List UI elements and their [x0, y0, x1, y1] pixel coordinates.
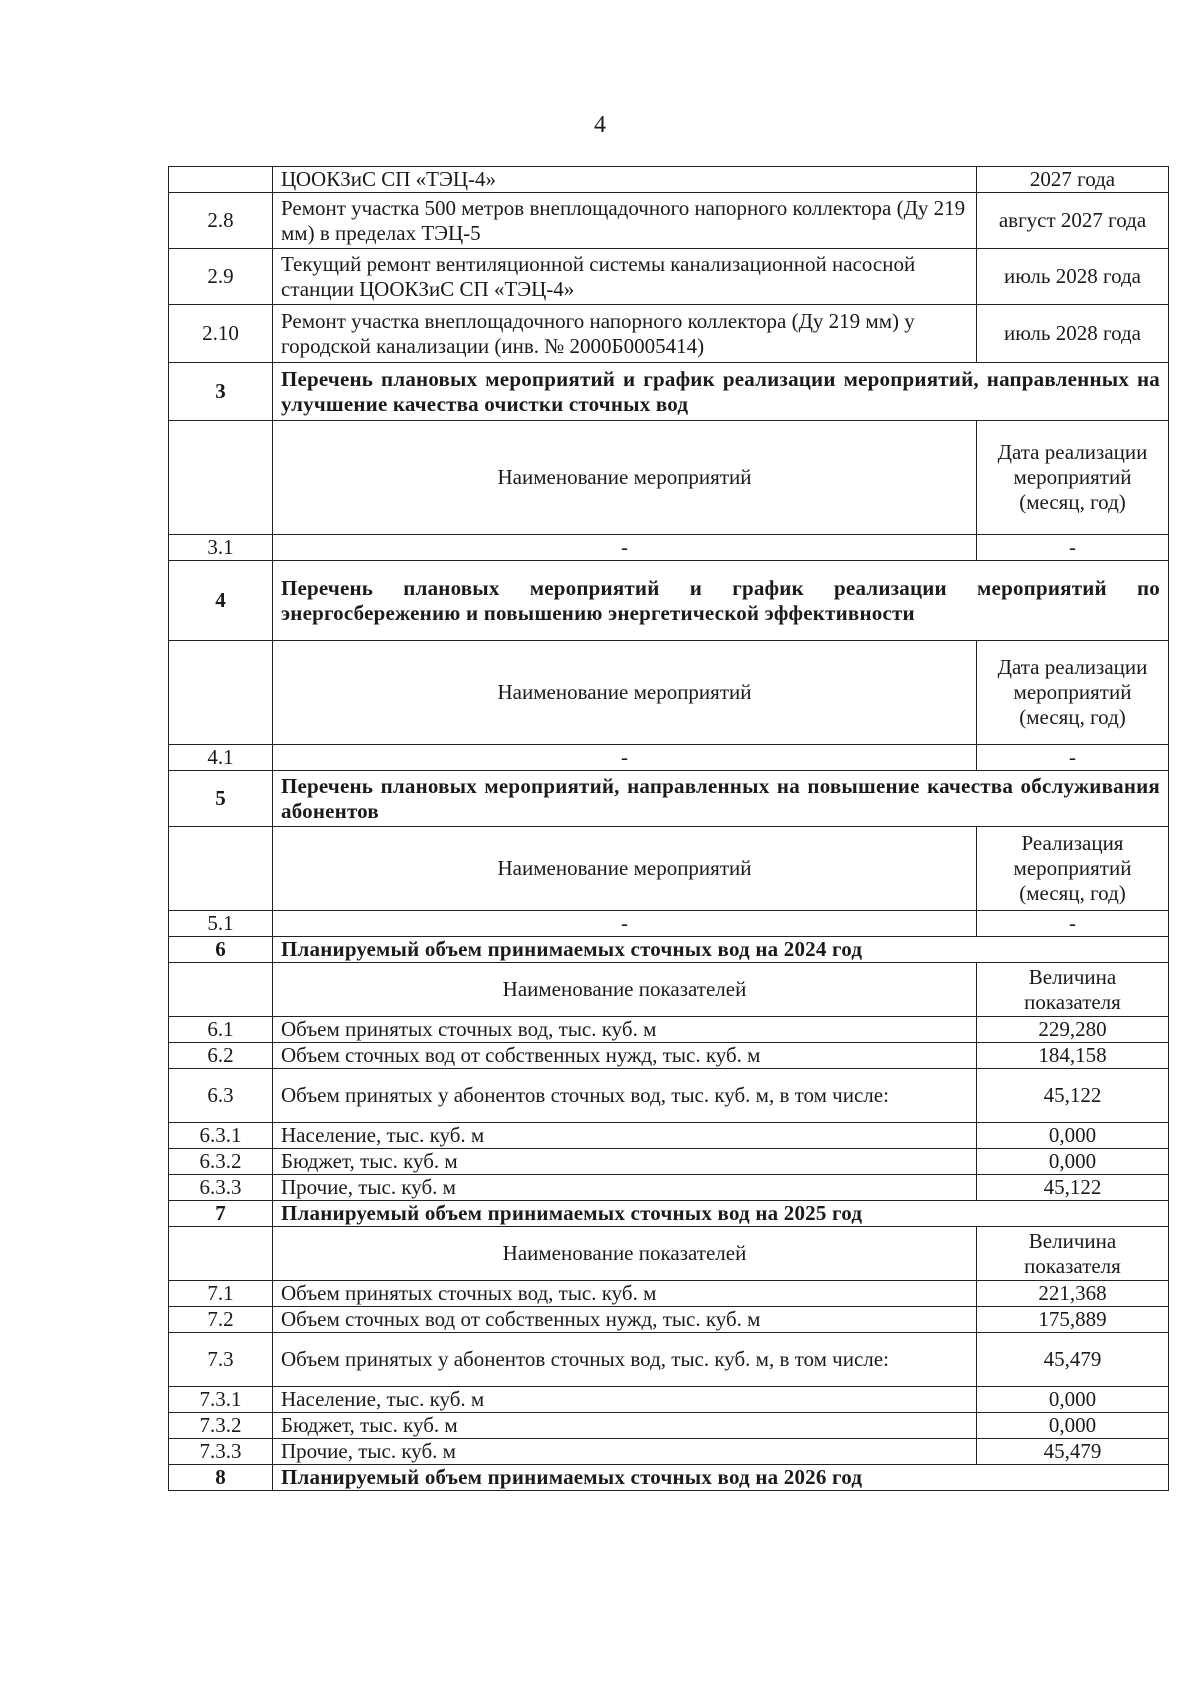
measure-name: Ремонт участка 500 метров внеплощадочного напорного коллектора (Ду 219 мм) в пределах ТЭЦ-5: [273, 193, 977, 249]
column-header-row: [169, 963, 1169, 1017]
measure-date: июль 2028 года: [977, 305, 1169, 363]
indicator-name: Население, тыс. куб. м: [273, 1123, 977, 1149]
indicator-value: 0,000: [977, 1149, 1169, 1175]
column-header-date: Реализация мероприятий (месяц, год): [977, 827, 1169, 911]
table-row: [169, 305, 1169, 363]
column-header-name: Наименование мероприятий: [273, 421, 977, 535]
indicator-name: Объем принятых сточных вод, тыс. куб. м: [273, 1017, 977, 1043]
table-row: [169, 1307, 1169, 1333]
measure-name: -: [273, 745, 977, 771]
section-header-5: [169, 771, 1169, 827]
empty-cell: [169, 641, 273, 745]
indicator-value: 45,479: [977, 1333, 1169, 1387]
table-row: [169, 1281, 1169, 1307]
column-header-row: [169, 827, 1169, 911]
table-row: [169, 745, 1169, 771]
indicator-name: Объем принятых у абонентов сточных вод, тыс. куб. м, в том числе:: [273, 1069, 977, 1123]
row-number: 7.1: [169, 1281, 273, 1307]
row-number: 2.10: [169, 305, 273, 363]
indicator-name: Население, тыс. куб. м: [273, 1387, 977, 1413]
row-number: 5.1: [169, 911, 273, 937]
plan-table: [168, 166, 1169, 1491]
measure-date: июль 2028 года: [977, 249, 1169, 305]
row-number: 6.1: [169, 1017, 273, 1043]
section-title: Планируемый объем принимаемых сточных вод на 2024 год: [273, 937, 1169, 963]
row-number: 6.3.1: [169, 1123, 273, 1149]
row-number: 2.8: [169, 193, 273, 249]
indicator-name: Бюджет, тыс. куб. м: [273, 1149, 977, 1175]
section-header-3: [169, 363, 1169, 421]
table-row: [169, 193, 1169, 249]
row-number: 7.2: [169, 1307, 273, 1333]
section-number: 7: [169, 1201, 273, 1227]
indicator-value: 0,000: [977, 1413, 1169, 1439]
table-row: [169, 911, 1169, 937]
indicator-value: 45,122: [977, 1069, 1169, 1123]
column-header-row: [169, 421, 1169, 535]
row-number: 7.3.2: [169, 1413, 273, 1439]
section-title: Планируемый объем принимаемых сточных вод на 2025 год: [273, 1201, 1169, 1227]
indicator-value: 0,000: [977, 1123, 1169, 1149]
table-row: [169, 1387, 1169, 1413]
row-number: 7.3: [169, 1333, 273, 1387]
section-number: 5: [169, 771, 273, 827]
indicator-name: Объем сточных вод от собственных нужд, тыс. куб. м: [273, 1307, 977, 1333]
empty-cell: [169, 1227, 273, 1281]
empty-cell: [169, 963, 273, 1017]
measure-date: -: [977, 535, 1169, 561]
section-header-6: [169, 937, 1169, 963]
section-header-8: [169, 1465, 1169, 1491]
row-number: 2.9: [169, 249, 273, 305]
row-number: 6.3.2: [169, 1149, 273, 1175]
section-number: 3: [169, 363, 273, 421]
row-number: 3.1: [169, 535, 273, 561]
table-row: [169, 1123, 1169, 1149]
indicator-name: Прочие, тыс. куб. м: [273, 1175, 977, 1201]
indicator-name: Объем принятых сточных вод, тыс. куб. м: [273, 1281, 977, 1307]
row-number: 7.3.1: [169, 1387, 273, 1413]
empty-cell: [169, 421, 273, 535]
measure-date: -: [977, 745, 1169, 771]
column-header-value: Величина показателя: [977, 963, 1169, 1017]
section-number: 4: [169, 561, 273, 641]
table-row: [169, 167, 1169, 193]
table-row: [169, 249, 1169, 305]
measure-name: ЦООКЗиС СП «ТЭЦ-4»: [273, 167, 977, 193]
indicator-value: 45,122: [977, 1175, 1169, 1201]
table-row: [169, 1413, 1169, 1439]
column-header-date: Дата реализации мероприятий (месяц, год): [977, 421, 1169, 535]
section-number: 6: [169, 937, 273, 963]
indicator-value: 0,000: [977, 1387, 1169, 1413]
section-number: 8: [169, 1465, 273, 1491]
table-row: [169, 1017, 1169, 1043]
section-title: Планируемый объем принимаемых сточных вод на 2026 год: [273, 1465, 1169, 1491]
indicator-name: Объем принятых у абонентов сточных вод, тыс. куб. м, в том числе:: [273, 1333, 977, 1387]
table-row: [169, 1175, 1169, 1201]
table-row: [169, 1043, 1169, 1069]
section-header-7: [169, 1201, 1169, 1227]
row-number: [169, 167, 273, 193]
row-number: 6.3: [169, 1069, 273, 1123]
row-number: 7.3.3: [169, 1439, 273, 1465]
indicator-value: 175,889: [977, 1307, 1169, 1333]
indicator-value: 229,280: [977, 1017, 1169, 1043]
row-number: 6.3.3: [169, 1175, 273, 1201]
column-header-name: Наименование показателей: [273, 963, 977, 1017]
measure-date: 2027 года: [977, 167, 1169, 193]
indicator-name: Бюджет, тыс. куб. м: [273, 1413, 977, 1439]
measure-name: Текущий ремонт вентиляционной системы канализационной насосной станции ЦООКЗиС СП «ТЭЦ-4»: [273, 249, 977, 305]
column-header-row: [169, 1227, 1169, 1281]
indicator-name: Прочие, тыс. куб. м: [273, 1439, 977, 1465]
section-header-4: [169, 561, 1169, 641]
table-row: [169, 1069, 1169, 1123]
indicator-value: 221,368: [977, 1281, 1169, 1307]
column-header-name: Наименование мероприятий: [273, 827, 977, 911]
column-header-name: Наименование мероприятий: [273, 641, 977, 745]
column-header-row: [169, 641, 1169, 745]
measure-name: Ремонт участка внеплощадочного напорного коллектора (Ду 219 мм) у городской канализации (инв. № 2000Б0005414): [273, 305, 977, 363]
measure-date: август 2027 года: [977, 193, 1169, 249]
page-number: 4: [594, 112, 606, 138]
indicator-value: 184,158: [977, 1043, 1169, 1069]
measure-name: -: [273, 535, 977, 561]
row-number: 6.2: [169, 1043, 273, 1069]
measure-name: -: [273, 911, 977, 937]
section-title: Перечень плановых мероприятий и график реализации мероприятий по энергосбережению и повышению энергетической эффективности: [273, 561, 1169, 641]
empty-cell: [169, 827, 273, 911]
column-header-value: Величина показателя: [977, 1227, 1169, 1281]
table-row: [169, 1149, 1169, 1175]
column-header-name: Наименование показателей: [273, 1227, 977, 1281]
table-row: [169, 1439, 1169, 1465]
section-title: Перечень плановых мероприятий и график реализации мероприятий, направленных на улучшение качества очистки сточных вод: [273, 363, 1169, 421]
indicator-value: 45,479: [977, 1439, 1169, 1465]
column-header-date: Дата реализации мероприятий (месяц, год): [977, 641, 1169, 745]
table-row: [169, 535, 1169, 561]
section-title: Перечень плановых мероприятий, направленных на повышение качества обслуживания абонентов: [273, 771, 1169, 827]
indicator-name: Объем сточных вод от собственных нужд, тыс. куб. м: [273, 1043, 977, 1069]
measure-date: -: [977, 911, 1169, 937]
table-row: [169, 1333, 1169, 1387]
row-number: 4.1: [169, 745, 273, 771]
